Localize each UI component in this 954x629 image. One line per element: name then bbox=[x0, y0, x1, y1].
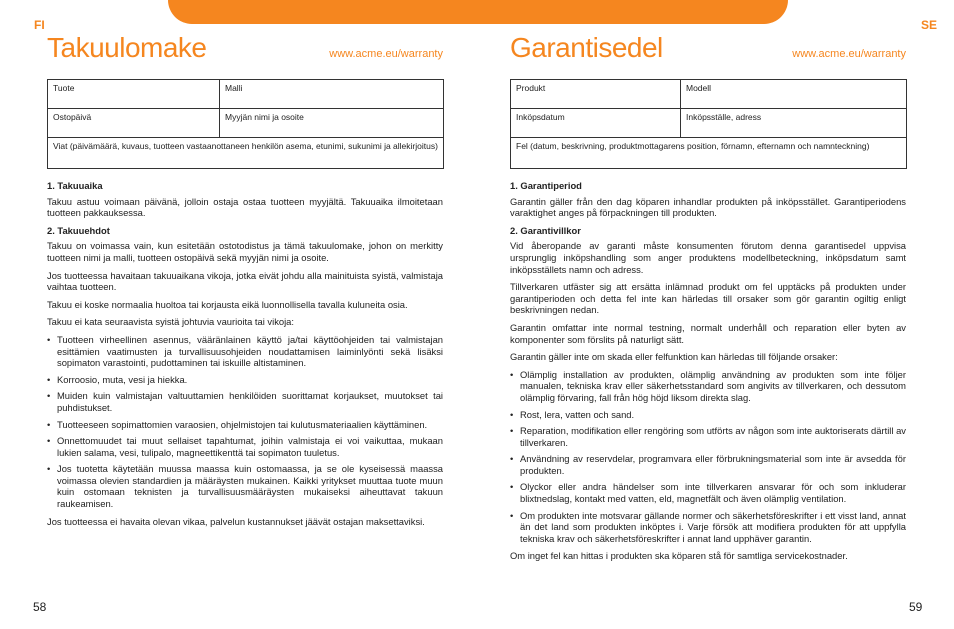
section-title: 1. Garantiperiod bbox=[510, 180, 582, 191]
list-item: • Rost, lera, vatten och sand. bbox=[510, 409, 906, 421]
paragraph: Takuu on voimassa vain, kun esitetään ostotodistus ja tämä takuulomake, johon on merkitty tuotteen nimi ja malli, tuotteen ostopäivä sekä myyjän nimi ja osoite. bbox=[47, 240, 443, 263]
list-item: • Användning av reservdelar, programvara eller förbrukningsmaterial som inte är avsedda för produkten. bbox=[510, 453, 906, 476]
list-item: • Olämplig installation av produkten, olämplig användning av produkten som inte följer manualen, tekniska krav eller säkerhetsstandard som angivits av tillverkaren, och dessutom olämplig förvaring, fall från hög höjd liksom direkta slag. bbox=[510, 369, 906, 404]
warranty-url[interactable]: www.acme.eu/warranty bbox=[329, 48, 443, 60]
section-title: 2. Takuuehdot bbox=[47, 224, 110, 236]
list-item: • Tuotteen virheellinen asennus, vääränlainen käyttö ja/tai käyttöohjeiden tai valmistajan esittämien vaatimusten ja turvallisuusohjeiden noudattamisen laiminlyönti sekä lisäksi sopimaton varastointi, pudottaminen tai iskuille altistaminen. bbox=[47, 334, 443, 369]
paragraph: Takuu ei koske normaalia huoltoa tai korjausta eikä luonnollisella tavalla kuluneita osia. bbox=[47, 298, 408, 310]
field-date[interactable]: Inköpsdatum bbox=[511, 109, 681, 138]
warranty-form bbox=[510, 79, 907, 169]
page-number-right: 59 bbox=[909, 600, 923, 614]
paragraph: Garantin gäller från den dag köparen inhandlar produkten på inköpsstället. Garantiperiodens varaktighet anges på förpackningen till produkten. bbox=[510, 195, 906, 219]
paragraph: Vid åberopande av garanti måste konsumenten förutom denna garantisedel uppvisa ursprunglig inköpshandling som anger produktens modellbeteckning, inköpsdatum samt inköpsställets namn och adress. bbox=[510, 240, 906, 275]
section-title: 2. Garantivillkor bbox=[510, 224, 581, 236]
field-model[interactable]: Modell bbox=[681, 80, 907, 109]
page-title: Takuulomake bbox=[47, 32, 207, 63]
list-item: • Onnettomuudet tai muut sellaiset tapahtumat, joihin valmistaja ei voi vaikuttaa, mukaan lukien salama, vesi, tulipalo, magneettikenttä tai sopimaton tuuletus. bbox=[47, 435, 443, 458]
exclusion-list bbox=[510, 369, 906, 545]
paragraph: Takuu ei kata seuraavista syistä johtuvia vaurioita tai vikoja: bbox=[47, 316, 294, 328]
list-item: • Muiden kuin valmistajan valtuuttamien henkilöiden suorittamat korjaukset, muutokset tai puhdistukset. bbox=[47, 390, 443, 413]
list-item: • Olyckor eller andra händelser som inte tillverkaren ansvarar för och som inkluderar blixtnedslag, kontakt med vatten, eld, magnetfält och även olämplig ventilation. bbox=[510, 481, 906, 504]
paragraph: Jos tuotteessa ei havaita olevan vikaa, palvelun kustannukset jäävät ostajan maksettaviksi. bbox=[47, 515, 425, 527]
list-item: • Korroosio, muta, vesi ja hiekka. bbox=[47, 374, 443, 386]
page-number-left: 58 bbox=[33, 600, 47, 614]
list-item: • Tuotteeseen sopimattomien varaosien, ohjelmistojen tai kulutusmateriaalien käyttäminen. bbox=[47, 419, 443, 431]
terms-text bbox=[47, 180, 443, 533]
field-date[interactable]: Ostopäivä bbox=[48, 109, 220, 138]
exclusion-list bbox=[47, 334, 443, 510]
field-seller[interactable]: Myyjän nimi ja osoite bbox=[220, 109, 444, 138]
field-product[interactable]: Produkt bbox=[511, 80, 681, 109]
terms-text bbox=[510, 180, 906, 568]
list-item: • Jos tuotetta käytetään muussa maassa kuin ostomaassa, ja se ole kyseisessä maassa voimassa olevien standardien ja määräysten mukainen. Kaikki yritykset muuttaa tuote muun kuin ostomaan teknisten ja turvallisuusmääräysten mukaiseksi aiheuttavat takuun raukeamisen. bbox=[47, 463, 443, 509]
paragraph: Garantin omfattar inte normal testning, normalt underhåll och reparation eller byten av komponenter som förslits på naturligt sätt. bbox=[510, 321, 906, 345]
field-fault[interactable]: Viat (päivämäärä, kuvaus, tuotteen vastaanottaneen henkilön asema, etunimi, sukunimi ja allekirjoitus) bbox=[48, 138, 444, 169]
warranty-form bbox=[47, 79, 444, 169]
page-title: Garantisedel bbox=[510, 32, 663, 63]
paragraph: Garantin gäller inte om skada eller felfunktion kan härledas till följande orsaker: bbox=[510, 351, 838, 363]
list-item: • Om produkten inte motsvarar gällande normer och säkerhetsföreskrifter i ett visst land, annat än det land som produkten inköptes i. Varje försök att modifiera produkten för att uppfylla tekniska krav och säkerhetsföreskrifter i annat land upphäver garantin. bbox=[510, 510, 906, 545]
paragraph: Takuu astuu voimaan päivänä, jolloin ostaja ostaa tuotteen myyjältä. Takuuaika ilmoitetaan tuotteen pakkauksessa. bbox=[47, 195, 443, 219]
paragraph: Om inget fel kan hittas i produkten ska köparen stå för samtliga servicekostnader. bbox=[510, 550, 848, 562]
field-seller[interactable]: Inköpsställe, adress bbox=[681, 109, 907, 138]
paragraph: Jos tuotteessa havaitaan takuuaikana vikoja, jotka eivät johdu alla mainituista syistä, valmistaja vaihtaa tuotteen. bbox=[47, 269, 443, 293]
field-product[interactable]: Tuote bbox=[48, 80, 220, 109]
field-fault[interactable]: Fel (datum, beskrivning, produktmottagarens position, förnamn, efternamn och namnteckning) bbox=[511, 138, 907, 169]
language-code-se: SE bbox=[921, 18, 938, 32]
language-code-fi: FI bbox=[34, 18, 45, 32]
section-title: 1. Takuuaika bbox=[47, 180, 103, 191]
page-left bbox=[47, 30, 443, 527]
warranty-url[interactable]: www.acme.eu/warranty bbox=[792, 48, 906, 60]
header-tab bbox=[168, 0, 788, 24]
paragraph: Tillverkaren utfäster sig att ersätta inlämnad produkt om fel upptäcks på produkten under garantiperioden och detta fel inte kan härledas till orsaker som gör garantin ogiltig enligt beskrivningen nedan. bbox=[510, 281, 906, 316]
field-model[interactable]: Malli bbox=[220, 80, 444, 109]
list-item: • Reparation, modifikation eller rengöring som utförts av någon som inte auktoriserats därtill av tillverkaren. bbox=[510, 425, 906, 448]
page-right bbox=[510, 30, 906, 562]
